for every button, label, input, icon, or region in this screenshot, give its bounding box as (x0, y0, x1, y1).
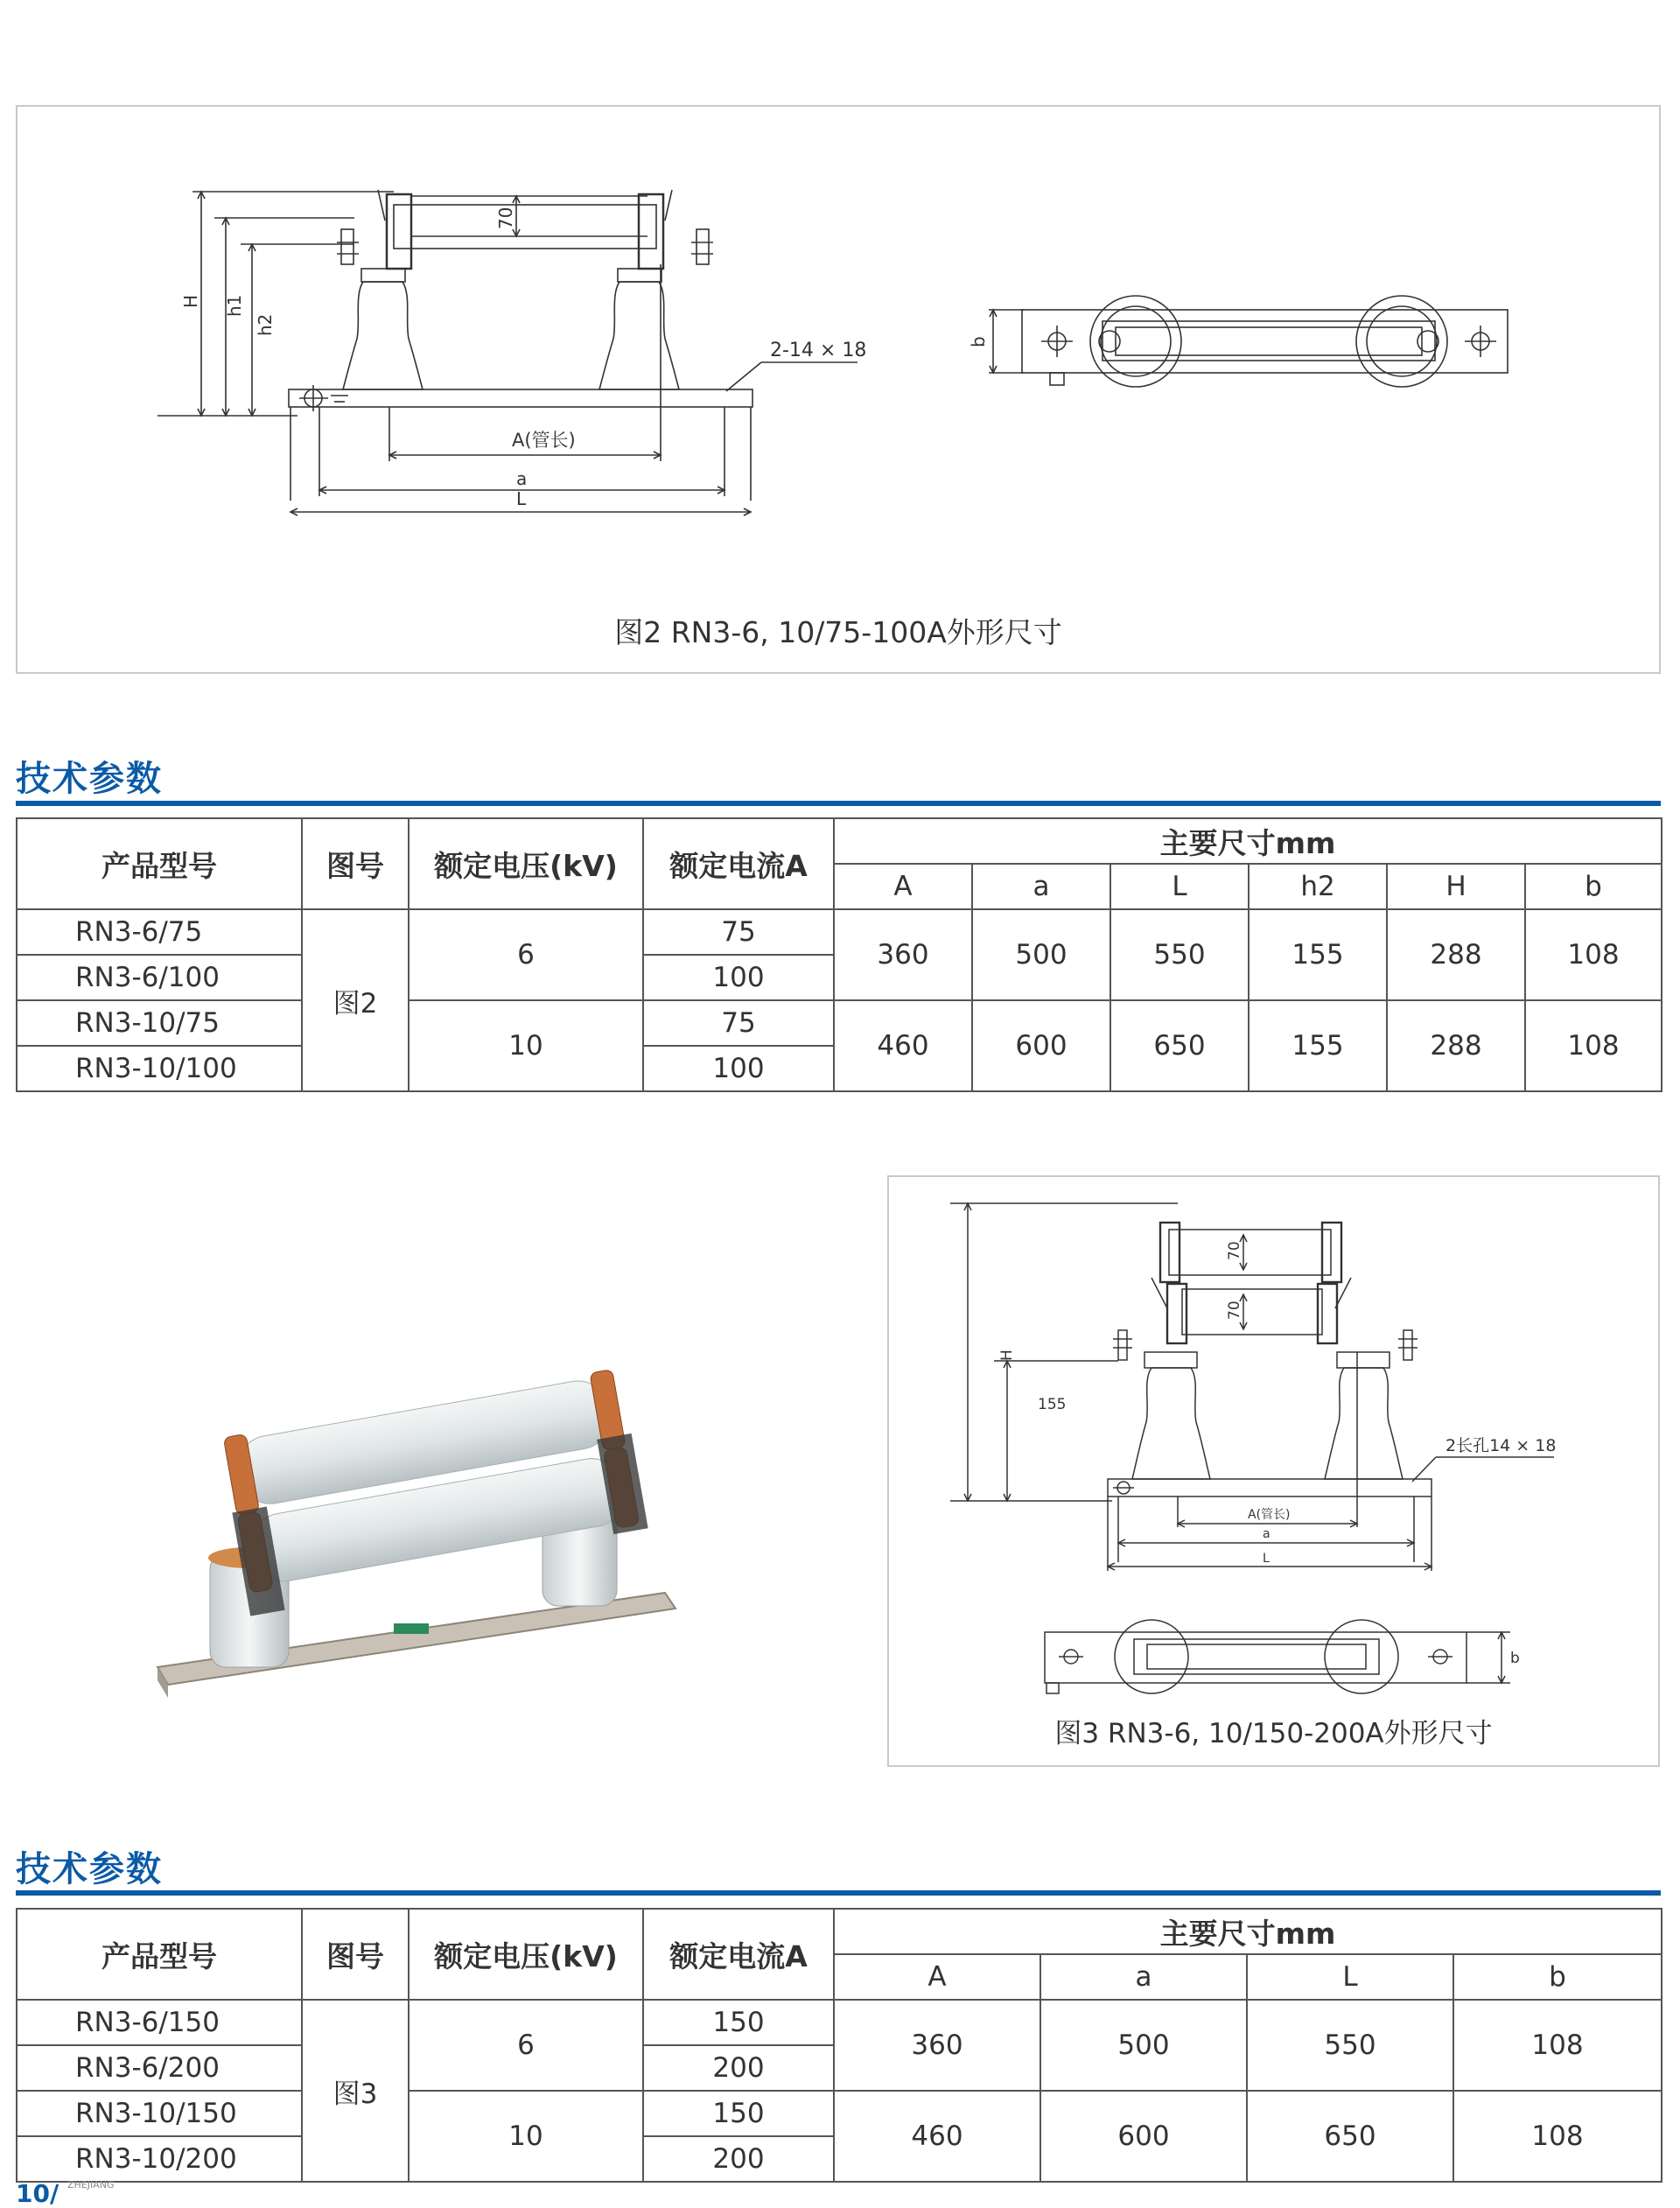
figure-2-caption: 图2 RN3-6, 10/75-100A外形尺寸 (614, 615, 1062, 649)
dim-cell: 460 (834, 2091, 1040, 2182)
dim-cell: 500 (972, 909, 1110, 1000)
footer-brand: ZHEJIANG (66, 2179, 115, 2190)
dim-header: a (1040, 1954, 1247, 2000)
dim-cell: 288 (1387, 1000, 1525, 1091)
fig2-insulator-right (599, 282, 679, 389)
table-row (17, 1000, 1662, 1046)
fig2-insulator-left (343, 282, 423, 389)
voltage-cell: 6 (409, 2000, 643, 2091)
fig3-label-b: b (1510, 1650, 1520, 1667)
figure-3-caption: 图3 RN3-6, 10/150-200A外形尺寸 (1054, 1718, 1493, 1749)
current-cell: 75 (643, 1000, 834, 1046)
col-header-dims: 主要尺寸mm (834, 818, 1662, 864)
current-cell: 100 (643, 955, 834, 1000)
dim-cell: 500 (1040, 2000, 1247, 2091)
voltage-cell: 10 (409, 2091, 643, 2182)
fig2-label-L: L (516, 488, 527, 509)
fig2-label-b: b (968, 336, 989, 347)
dim-header: b (1525, 864, 1662, 909)
fig3-insulator-right (1325, 1368, 1403, 1479)
fig3-label-155: 155 (1038, 1396, 1067, 1413)
dim-cell: 108 (1525, 909, 1662, 1000)
dim-cell: 650 (1247, 2091, 1453, 2182)
fig3-fuse-tube-upper (1169, 1230, 1331, 1275)
model-cell: RN3-10/150 (17, 2091, 302, 2136)
dim-cell: 360 (834, 2000, 1040, 2091)
dim-header: L (1247, 1954, 1453, 2000)
spec-table-1 (16, 817, 1662, 1092)
fig3-fuse-tube-lower (1182, 1289, 1322, 1335)
section-2-title: 技术参数 (16, 1849, 163, 1889)
current-cell: 150 (643, 2000, 834, 2045)
dim-header: A (834, 1954, 1040, 2000)
fig3-base-plate (1108, 1479, 1432, 1497)
dim-cell: 600 (1040, 2091, 1247, 2182)
model-cell: RN3-10/100 (17, 1046, 302, 1091)
model-cell: RN3-6/100 (17, 955, 302, 1000)
col-header-voltage: 额定电压(kV) (409, 1909, 643, 2000)
col-header-model: 产品型号 (17, 818, 302, 909)
current-cell: 100 (643, 1046, 834, 1091)
dim-cell: 460 (834, 1000, 972, 1091)
dim-cell: 550 (1110, 909, 1249, 1000)
section-1-rule (16, 801, 1661, 806)
model-cell: RN3-10/75 (17, 1000, 302, 1046)
current-cell: 200 (643, 2136, 834, 2182)
model-cell: RN3-6/150 (17, 2000, 302, 2045)
col-header-voltage: 额定电压(kV) (409, 818, 643, 909)
col-header-current: 额定电流A (643, 818, 834, 909)
page-number: 10 (16, 2179, 50, 2208)
dim-cell: 108 (1453, 2000, 1662, 2091)
fig3-label-A: A(管长) (1248, 1508, 1291, 1522)
fig2-fuse-tube (394, 205, 656, 249)
fig2-label-70: 70 (495, 207, 516, 229)
fig2-label-hole: 2-14 × 18 (770, 340, 867, 361)
fig3-label-70b: 70 (1226, 1300, 1243, 1320)
figure-cell: 图3 (302, 2000, 409, 2182)
dim-cell: 650 (1110, 1000, 1249, 1091)
dim-cell: 288 (1387, 909, 1525, 1000)
voltage-cell: 6 (409, 909, 643, 1000)
fig2-label-h2: h2 (255, 313, 276, 336)
voltage-cell: 10 (409, 1000, 643, 1091)
dim-header: a (972, 864, 1110, 909)
dim-header: L (1110, 864, 1249, 909)
model-cell: RN3-6/200 (17, 2045, 302, 2091)
figure-cell: 图2 (302, 909, 409, 1091)
figure-2-drawing (18, 107, 1662, 676)
dim-cell: 360 (834, 909, 972, 1000)
fig3-label-70a: 70 (1226, 1241, 1243, 1260)
fig3-label-hole: 2长孔14 × 18 (1446, 1436, 1557, 1455)
dim-cell: 108 (1453, 2091, 1662, 2182)
figure-3-panel (887, 1175, 1660, 1767)
col-header-current: 额定电流A (643, 1909, 834, 2000)
dim-header: A (834, 864, 972, 909)
table-row (17, 909, 1662, 955)
fig3-label-a: a (1263, 1527, 1270, 1541)
model-cell: RN3-6/75 (17, 909, 302, 955)
dim-cell: 550 (1247, 2000, 1453, 2091)
col-header-figure: 图号 (302, 1909, 409, 2000)
fig2-base-plate (289, 389, 752, 407)
spec-table-2 (16, 1908, 1662, 2183)
dim-cell: 155 (1249, 1000, 1387, 1091)
dim-header: h2 (1249, 864, 1387, 909)
fig2-label-A: A(管长) (512, 430, 576, 451)
dim-header: b (1453, 1954, 1662, 2000)
fig2-label-H: H (180, 294, 201, 308)
figure-3-drawing (889, 1177, 1662, 1769)
dim-cell: 108 (1525, 1000, 1662, 1091)
fig2-label-h1: h1 (224, 294, 245, 317)
fig3-insulator-left (1132, 1368, 1210, 1479)
page-footer: 10/ $^{ZHEJIANG}$ (16, 2179, 115, 2208)
dim-header: H (1387, 864, 1525, 909)
dim-cell: 155 (1249, 909, 1387, 1000)
figure-2-panel (16, 105, 1661, 674)
fig3-label-H: H (998, 1349, 1016, 1361)
col-header-dims: 主要尺寸mm (834, 1909, 1662, 1954)
model-cell: RN3-10/200 (17, 2136, 302, 2182)
fig2-label-a: a (516, 468, 528, 489)
col-header-model: 产品型号 (17, 1909, 302, 2000)
dim-cell: 600 (972, 1000, 1110, 1091)
current-cell: 200 (643, 2045, 834, 2091)
current-cell: 75 (643, 909, 834, 955)
col-header-figure: 图号 (302, 818, 409, 909)
section-1-title: 技术参数 (16, 759, 163, 799)
table-row (17, 2091, 1662, 2136)
fig3-label-L: L (1263, 1552, 1270, 1566)
current-cell: 150 (643, 2091, 834, 2136)
table-row (17, 2000, 1662, 2045)
fuse-product-photo (140, 1313, 700, 1715)
section-2-rule (16, 1890, 1661, 1896)
